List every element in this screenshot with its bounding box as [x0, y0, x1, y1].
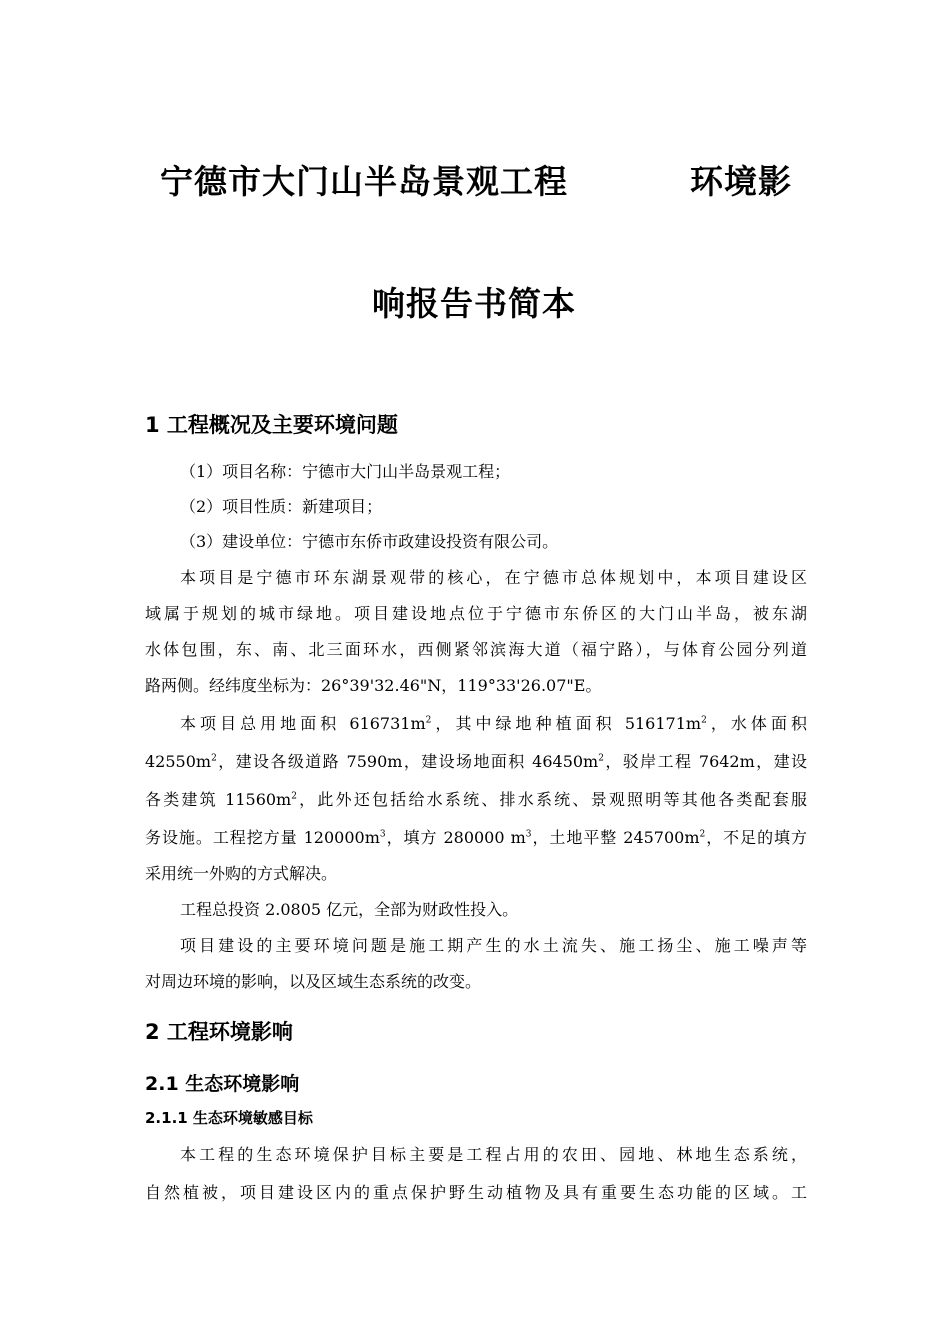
paragraph-line: 采用统一外购的方式解决。 — [145, 864, 338, 883]
text-run: 各类建筑 11560m — [145, 790, 292, 809]
superscript: 3 — [525, 829, 532, 840]
section2-heading: 2 工程环境影响 — [145, 1020, 293, 1044]
construction-unit-item: （3）建设单位：宁德市东侨市政建设投资有限公司。 — [180, 532, 559, 551]
paragraph-line: 路两侧。经纬度坐标为：26°39'32.46"N，119°33'26.07"E。 — [145, 676, 602, 695]
superscript: 2 — [598, 753, 604, 764]
superscript: 2 — [425, 715, 432, 726]
text-run: ，填方 280000 m — [385, 828, 526, 847]
section2-1-1-heading: 2.1.1 生态环境敏感目标 — [145, 1109, 313, 1127]
paragraph-line: 水体包围，东、南、北三面环水，西侧紧邻滨海大道（福宁路），与体育公园分列道 — [145, 640, 807, 659]
section1-heading: 1 工程概况及主要环境问题 — [145, 413, 398, 437]
paragraph-line — [145, 752, 807, 772]
text-run: ，驳岸工程 7642m，建设 — [603, 752, 807, 771]
project-name-item: （1）项目名称：宁德市大门山半岛景观工程； — [180, 462, 511, 481]
text-run: ，其中绿地种植面积 516171m — [431, 714, 702, 733]
investment-line: 工程总投资 2.0805 亿元，全部为财政性投入。 — [180, 900, 519, 919]
superscript: 2 — [701, 715, 707, 726]
text-run: ，此外还包括给水系统、排水系统、景观照明等其他各类配套服 — [296, 790, 807, 809]
paragraph-line — [145, 828, 807, 848]
document-title-line1-part1: 宁德市大门山半岛景观工程 — [160, 162, 568, 201]
text-run: ，建设各级道路 7590m，建设场地面积 46450m — [216, 752, 599, 771]
text-run: ，土地平整 245700m — [531, 828, 700, 847]
document-title-line2: 响报告书简本 — [372, 284, 576, 323]
paragraph-line: 项目建设的主要环境问题是施工期产生的水土流失、施工扬尘、施工噪声等 — [180, 936, 807, 955]
project-nature-item: （2）项目性质：新建项目； — [180, 497, 383, 516]
superscript: 3 — [379, 829, 386, 840]
paragraph-line: 本项目是宁德市环东湖景观带的核心，在宁德市总体规划中，本项目建设区 — [180, 568, 807, 587]
superscript: 2 — [291, 791, 297, 802]
paragraph-line — [145, 790, 807, 810]
document-title-line1-part2: 环境影 — [690, 162, 792, 201]
text-run: 42550m — [145, 752, 212, 771]
text-run: ，不足的填方 — [705, 828, 807, 847]
superscript: 2 — [211, 753, 217, 764]
text-run: 本项目总用地面积 616731m — [180, 714, 426, 733]
text-run: 务设施。工程挖方量 120000m — [145, 828, 380, 847]
superscript: 2 — [699, 829, 706, 840]
section2-1-heading: 2.1 生态环境影响 — [145, 1073, 300, 1095]
paragraph-line: 本工程的生态环境保护目标主要是工程占用的农田、园地、林地生态系统， — [180, 1145, 807, 1164]
paragraph-line: 域属于规划的城市绿地。项目建设地点位于宁德市东侨区的大门山半岛，被东湖 — [145, 604, 807, 623]
text-run: ，水体面积 — [706, 714, 807, 733]
paragraph-line: 自然植被，项目建设区内的重点保护野生动植物及具有重要生态功能的区域。工 — [145, 1183, 807, 1202]
paragraph-line: 对周边环境的影响，以及区域生态系统的改变。 — [145, 972, 482, 991]
paragraph-line — [180, 714, 807, 734]
